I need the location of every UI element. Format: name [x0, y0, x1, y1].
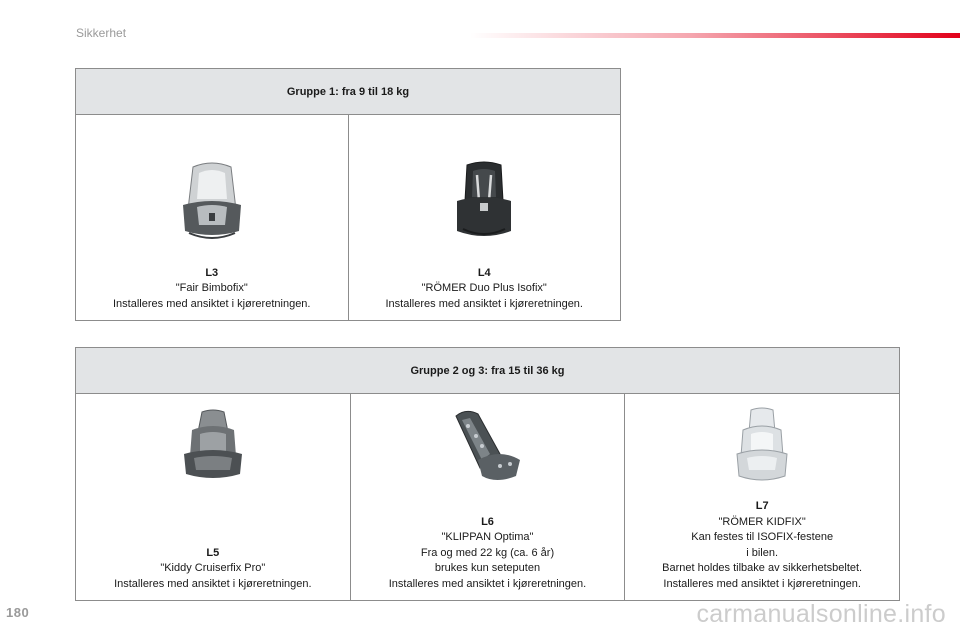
seat-cell-l6 [350, 394, 625, 601]
seat-note: Installeres med ansiktet i kjøreretningen. [385, 297, 583, 310]
seat-caption-l7 [625, 499, 899, 592]
seat-note: Installeres med ansiktet i kjøreretningen. [113, 297, 311, 310]
seat-cell-l7 [625, 394, 900, 601]
seat-caption-l3 [76, 266, 348, 313]
header-accent-rule [470, 33, 960, 38]
seat-name: "RÖMER KIDFIX" [718, 515, 806, 528]
seat-note: Installeres med ansiktet i kjøreretningen. [114, 577, 312, 590]
seat-cell-l3 [76, 115, 349, 321]
seat-note: Kan festes til ISOFIX-festene [691, 531, 834, 543]
seat-code: L4 [477, 266, 491, 279]
seat-name: "RÖMER Duo Plus Isofix" [421, 282, 547, 294]
seat-note: Barnet holdes tilbake av sikkerhetsbeltet. [662, 562, 863, 574]
seat-cell-l4 [348, 115, 621, 321]
group-2-3-header: Gruppe 2 og 3: fra 15 til 36 kg [76, 348, 900, 394]
seat-cell-l5 [76, 394, 351, 601]
seat-code: L5 [206, 546, 220, 559]
seat-note: Installeres med ansiktet i kjøreretningen. [388, 577, 587, 590]
child-seat-light-icon [179, 161, 245, 243]
seat-caption-l5 [76, 546, 350, 593]
seat-name: "Kiddy Cruiserfix Pro" [160, 562, 266, 574]
page-number: 180 [6, 605, 30, 620]
group-2-3-table [75, 347, 900, 601]
seat-code: L7 [755, 500, 769, 512]
seat-name: "Fair Bimbofix" [175, 282, 248, 294]
watermark: carmanualsonline.info [696, 600, 946, 628]
child-seat-dark-icon [453, 161, 515, 243]
group-1-header: Gruppe 1: fra 9 til 18 kg [76, 69, 621, 115]
seat-note: Fra og med 22 kg (ca. 6 år) [420, 546, 555, 559]
section-title: Sikkerhet [76, 26, 127, 40]
seat-name: "KLIPPAN Optima" [441, 531, 534, 543]
seat-note: Installeres med ansiktet i kjøreretningen. [663, 577, 861, 590]
seat-caption-l4 [349, 266, 621, 313]
booster-seat-patterned-icon [450, 408, 524, 484]
booster-seat-grey-icon [180, 408, 246, 486]
seat-code: L3 [205, 266, 219, 279]
seat-code: L6 [481, 515, 494, 528]
booster-seat-white-icon [733, 406, 791, 486]
seat-note: i bilen. [746, 546, 779, 559]
seat-caption-l6 [351, 515, 625, 593]
seat-note: brukes kun seteputen [434, 562, 541, 574]
group-1-table [75, 68, 621, 321]
